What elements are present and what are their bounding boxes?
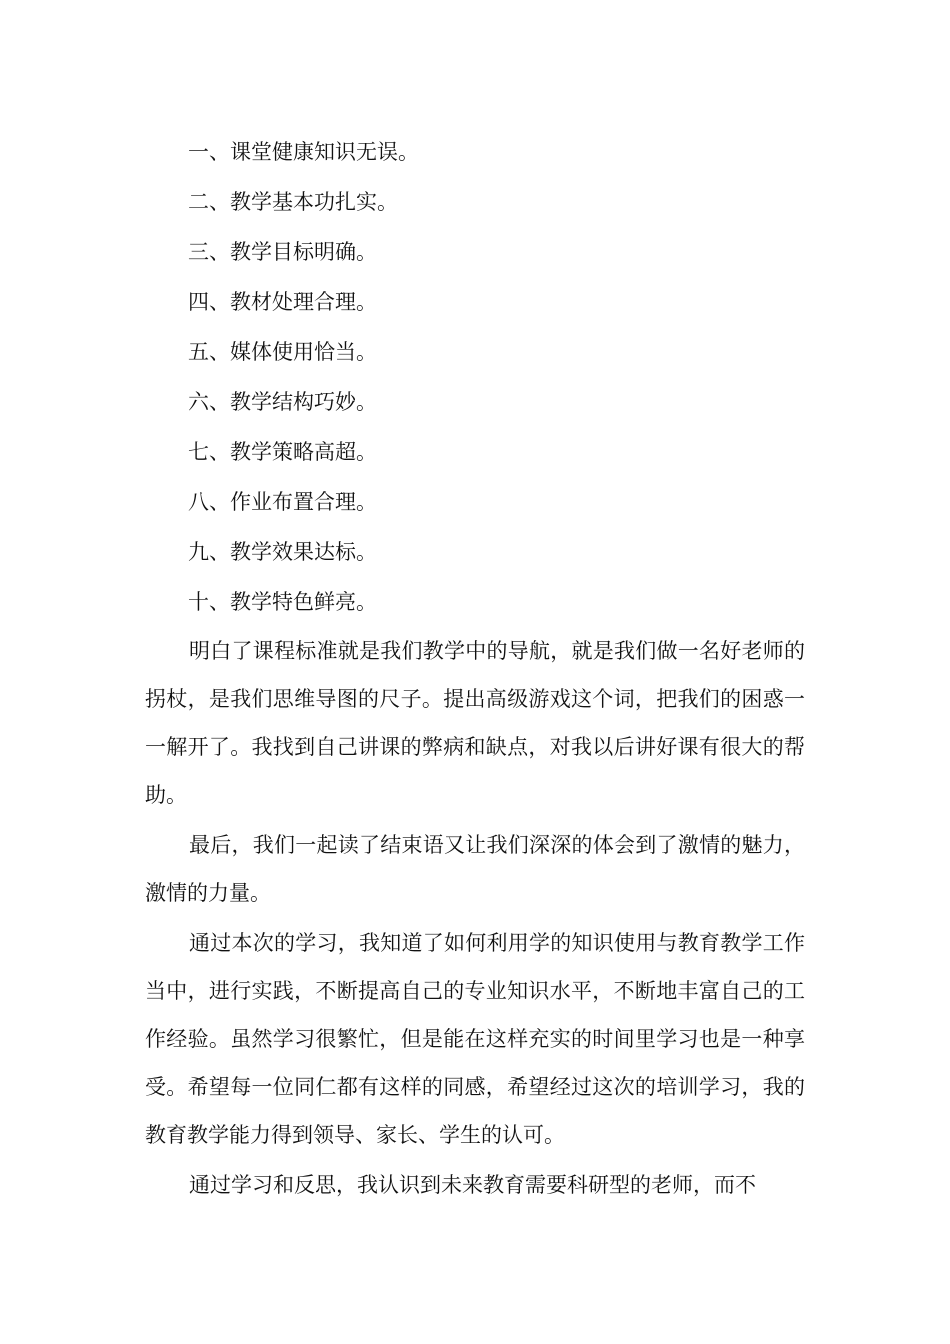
list-item: 十、教学特色鲜亮。 [188, 590, 377, 614]
list-item: 三、教学目标明确。 [188, 240, 377, 264]
body-text [145, 627, 805, 1209]
list-item: 一、课堂健康知识无误。 [188, 140, 419, 164]
list-item: 二、教学基本功扎实。 [188, 190, 398, 214]
list-item: 五、媒体使用恰当。 [188, 340, 377, 364]
paragraph-course-standards: 明白了课程标准就是我们教学中的导航，就是我们做一名好老师的拐杖，是我们思维导图的尺子。提出高级游戏这个词，把我们的困惑一一解开了。我找到自己讲课的弊病和缺点，对我以后讲好课有很大的帮助。 [145, 639, 805, 807]
list-item: 九、教学效果达标。 [188, 540, 377, 564]
paragraph-closing-remarks: 最后，我们一起读了结束语又让我们深深的体会到了激情的魅力，激情的力量。 [145, 833, 805, 905]
paragraph-learning-reflection: 通过本次的学习，我知道了如何利用学的知识使用与教育教学工作当中，进行实践，不断提高自己的专业知识水平，不断地丰富自己的工作经验。虽然学习很繁忙，但是能在这样充实的时间里学习也是一种享受。希望每一位同仁都有这样的同感，希望经过这次的培训学习，我的教育教学能力得到领导、家长、学生的认可。 [145, 931, 805, 1147]
paragraph-future-education: 通过学习和反思，我认识到未来教育需要科研型的老师，而不 [189, 1173, 756, 1197]
list-item: 四、教材处理合理。 [188, 290, 377, 314]
list-item: 八、作业布置合理。 [188, 490, 377, 514]
standards-list [188, 127, 808, 627]
list-item: 六、教学结构巧妙。 [188, 390, 377, 414]
list-item: 七、教学策略高超。 [188, 440, 377, 464]
